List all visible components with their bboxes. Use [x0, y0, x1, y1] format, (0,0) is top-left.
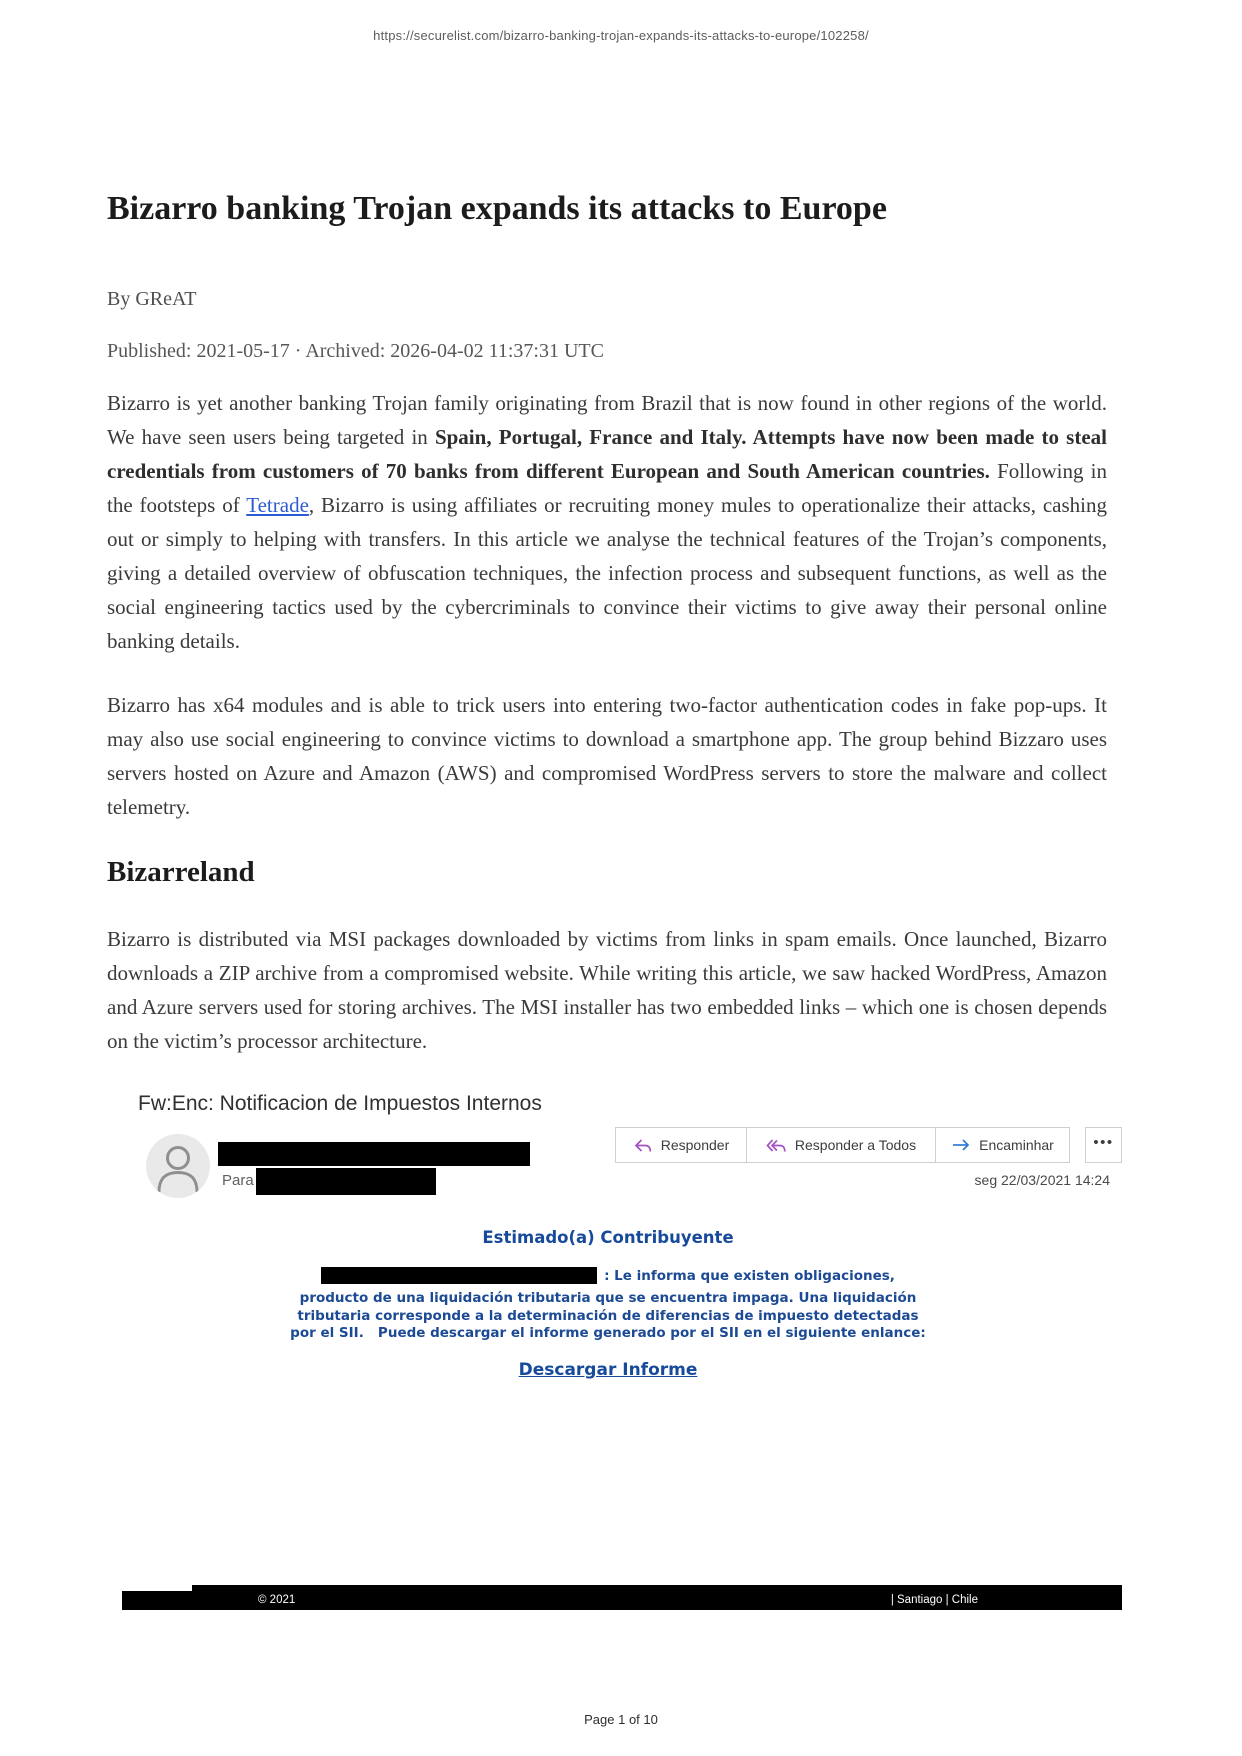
article-byline: By GReAT [107, 288, 197, 310]
email-body-line-1 [108, 1267, 1108, 1284]
print-header-url: https://securelist.com/bizarro-banking-trojan-expands-its-attacks-to-europe/102258/ [373, 28, 869, 43]
paragraph1-tail: , Bizarro is using affiliates or recruiting money mules to operationalize their attacks, cashing out or simply to helping with transfers. In this article we analyse the technical features of the Trojan’s components, giving a detailed overview of obfuscation techniques, the infection process and subsequent functions, as well as the social engineering tactics used by the cybercriminals to convince their victims to give away their personal online banking details. [107, 493, 1107, 653]
section-heading-bizarreland: Bizarreland [107, 856, 255, 888]
email-screenshot [122, 1088, 1122, 1618]
person-icon [146, 1134, 210, 1198]
reply-button[interactable] [615, 1127, 747, 1163]
ellipsis-icon: ••• [1093, 1134, 1114, 1151]
reply-all-arrow-icon [766, 1138, 787, 1153]
more-actions-button[interactable] [1085, 1127, 1122, 1163]
email-greeting: Estimado(a) Contribuyente [482, 1228, 734, 1247]
reply-button-label: Responder [660, 1137, 730, 1153]
article-title: Bizarro banking Trojan expands its attacks to Europe [107, 190, 887, 227]
email-body-line-3: tributaria corresponde a la determinación de diferencias de impuesto detectadas [297, 1307, 919, 1324]
paragraph1-lead: Bizarro is yet another banking Trojan family originating from Brazil that is now found in other regions of the world. We have seen users being targeted in [107, 391, 1107, 449]
sender-avatar [146, 1134, 210, 1198]
email-body-lines [108, 1290, 1108, 1343]
download-report-link-row [108, 1360, 1108, 1380]
email-subject: Fw:Enc: Notificacion de Impuestos Internos [138, 1092, 542, 1115]
page-number: Page 1 of 10 [584, 1712, 658, 1727]
email-footer-bar [122, 1591, 1122, 1610]
email-body-line1-text: : Le informa que existen obligaciones, [604, 1268, 895, 1284]
email-body-line-4: por el SII. Puede descargar el informe generado por el SII en el siguiente enlance: [290, 1325, 926, 1341]
forward-button-label: Encaminhar [979, 1137, 1054, 1153]
reply-all-button[interactable] [746, 1127, 936, 1163]
reply-arrow-icon [633, 1138, 653, 1153]
forward-button[interactable] [935, 1127, 1070, 1163]
to-label: Para [222, 1172, 254, 1189]
email-footer-location: | Santiago | Chile [890, 1594, 978, 1606]
article-paragraph-3: Bizarro is distributed via MSI packages downloaded by victims from links in spam emails. Once launched, Bizarro downloads a ZIP archive from a compromised website. While writing this article, we saw hacked WordPress, Amazon and Azure servers used for storing archives. The MSI installer has two embedded links – which one is chosen depends on the victim’s processor architecture. [107, 927, 1107, 1053]
article-paragraph-1 [107, 386, 1107, 658]
download-report-link[interactable]: Descargar Informe [518, 1360, 698, 1380]
email-sent-date: seg 22/03/2021 14:24 [974, 1172, 1110, 1188]
paragraph1-mid: Following in the footsteps of [107, 459, 1107, 517]
sender-redaction-bar [218, 1142, 530, 1166]
recipient-redaction-bar [256, 1168, 436, 1195]
email-body-line-2: producto de una liquidación tributaria que se encuentra impaga. Una liquidación [299, 1290, 917, 1306]
paragraph1-bold: Spain, Portugal, France and Italy. Attempts have now been made to steal credentials from customers of 70 banks from different European and South American countries. [107, 425, 1107, 483]
article-paragraph-2: Bizarro has x64 modules and is able to trick users into entering two-factor authentication codes in fake pop-ups. It may also use social engineering to convince victims to download a smartphone app. The group behind Bizzaro uses servers hosted on Azure and Amazon (AWS) and compromised WordPress servers to store the malware and collect telemetry. [107, 693, 1107, 819]
article-dateline: Published: 2021-05-17 · Archived: 2026-04-02 11:37:31 UTC [107, 340, 604, 362]
tetrade-link[interactable]: Tetrade [246, 493, 309, 517]
email-footer-copyright: © 2021 [258, 1594, 296, 1606]
body-redaction-bar [321, 1267, 597, 1284]
forward-arrow-icon [951, 1138, 971, 1152]
reply-all-button-label: Responder a Todos [794, 1137, 917, 1153]
